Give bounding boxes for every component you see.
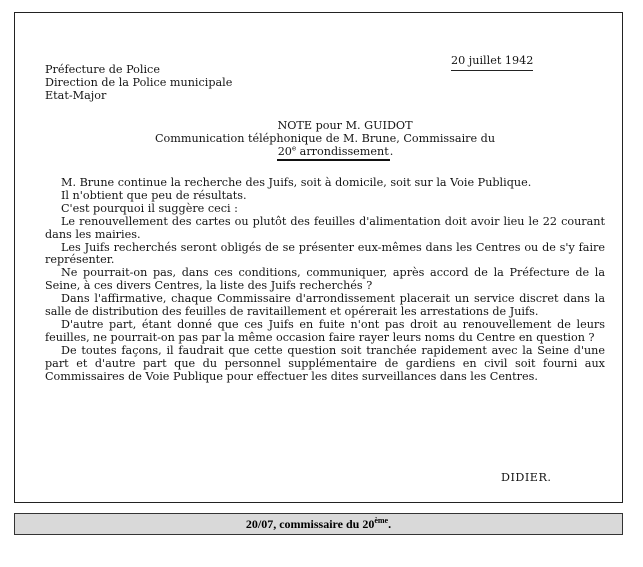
note-title: NOTE pour M. GUIDOT [277, 119, 413, 132]
paragraph: Le renouvellement des cartes ou plutôt des feuilles d'alimentation doit avoir lieu le 22 courant dans les mairies. [45, 214, 605, 241]
paragraph: De toutes façons, il faudrait que cette question soit tranchée rapidement avec la Seine d'une part et d'autre part que du personnel supplémentaire de gardiens en civil soit fourni aux Commissaires de Voie Publique pour effectuer les dites surveillances dans les Centres. [45, 343, 605, 383]
arrondissement-sup: e [291, 144, 297, 153]
paragraph: Dans l'affirmative, chaque Commissaire d'arrondissement placerait un service discret dans la salle de distribution des feuilles de ravitaillement et opérerait les arrestations de Juifs. [45, 292, 605, 319]
paragraph: Il n'obtient que peu de résultats. [61, 188, 247, 202]
signature: DIDIER. [501, 471, 552, 484]
paragraph: D'autre part, étant donné que ces Juifs en fuite n'ont pas droit au renouvellement de leurs feuilles, ne pourrait-on pas par la même occasion faire rayer leurs noms du Centre en question ? [45, 317, 605, 344]
arrondissement-label: arrondissement [299, 145, 389, 158]
caption-text: 20/07, commissaire du 20 [245, 517, 375, 531]
paragraph: Ne pourrait-on pas, dans ces conditions, communiquer, après accord de la Préfecture de la Seine, à ces divers Centres, la liste des Juifs recherchés ? [45, 266, 605, 293]
note-subtitle: Communication téléphonique de M. Brune, Commissaire du [154, 132, 496, 145]
letterhead [45, 63, 232, 102]
note-subtitle-underlined [277, 145, 390, 161]
letterhead-line-2: Direction de la Police municipale [45, 76, 233, 89]
letter-body [45, 177, 605, 384]
note-title-block: NOTE pour M. GUIDOT Communication téléphonique de M. Brune, Commissaire du 20e arrondissement. [45, 119, 605, 161]
paragraph: M. Brune continue la recherche des Juifs, soit à domicile, soit sur la Voie Publique. [61, 176, 532, 189]
paragraph: Les Juifs recherchés seront obligés de se présenter eux-mêmes dans les Centres ou de s'y faire représenter. [45, 240, 605, 267]
caption-sup: ème [374, 516, 389, 525]
letter-date: 20 juillet 1942 [451, 55, 533, 71]
arrondissement-number: 20 [277, 145, 292, 158]
document-scan-frame [14, 12, 623, 503]
document-caption [14, 513, 623, 535]
paragraph: C'est pourquoi il suggère ceci : [61, 201, 238, 215]
scanned-letter [45, 13, 605, 502]
letterhead-line-3: Etat-Major [45, 89, 107, 102]
letterhead-line-1: Préfecture de Police [45, 63, 160, 76]
caption-end: . [388, 517, 392, 531]
